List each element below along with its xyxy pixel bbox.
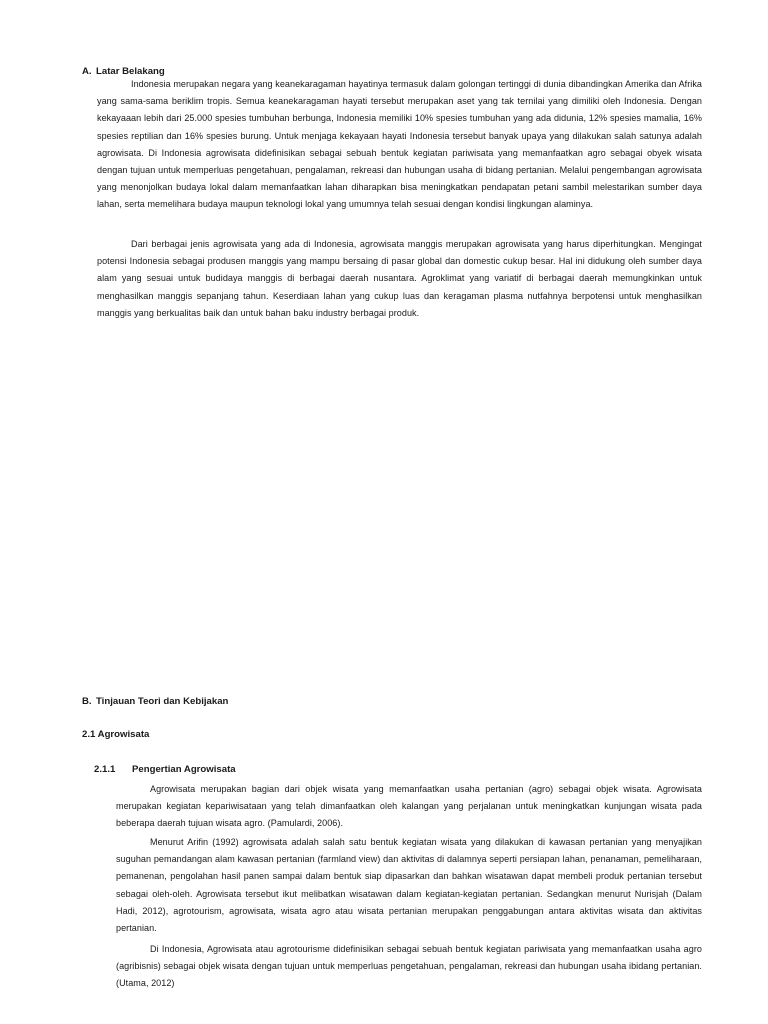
section-2-1-heading	[82, 729, 149, 741]
section-2-1-1-title: Pengertian Agrowisata	[132, 764, 236, 775]
section-a-paragraph-2: Dari berbagai jenis agrowisata yang ada di Indonesia, agrowisata manggis merupakan agrowisata yang harus diperhitungkan. Mengingat potensi Indonesia sebagai produsen manggis yang mampu bersaing di pasar global dan domestic cukup besar. Hal ini didukung oleh sumber daya alam yang sesuai untuk budidaya manggis di berbagai daerah nusantara. Agroklimat yang variatif di berbagai daerah memungkinkan untuk menghasilkan manggis sepanjang tahun. Keserdiaan lahan yang cukup luas dan keragaman plasma nutfahnya berpotensi untuk menghasilkan manggis yang berkualitas baik dan untuk bahan baku industry berbagai produk.	[97, 239, 702, 318]
section-2-1-1-paragraph-3: Di Indonesia, Agrowisata atau agrotourisme didefinisikan sebagai sebuah bentuk kegiatan pariwisata yang memanfaatkan usaha agro (agribisnis) sebagai objek wisata dengan tujuan untuk memperluas pengetahuan, pengalaman, rekreasi dan hubungan usaha ibidang pertanian. (Utama, 2012)	[116, 944, 702, 989]
section-2-1-1-heading	[94, 764, 236, 776]
section-2-1-1-number: 2.1.1	[94, 764, 116, 775]
section-a-paragraph-1: Indonesia merupakan negara yang keanekaragaman hayatinya termasuk dalam golongan tertinggi di dunia dibandingkan Amerika dan Afrika yang sama-sama beriklim tropis. Semua keanekaragaman hayati tersebut merupakan aset yang tak ternilai yang dimiliki oleh Indonesia. Dengan kekayaaan lebih dari 25.000 spesies tumbuhan berbunga, Indonesia memiliki 10% spesies tumbuhan yang ada didunia, 12% spesies mamalia, 16% spesies reptilian dan 16% spesies burung. Untuk menjaga kekayaan hayati Indonesia tersebut banyak upaya yang dilakukan salah satunya adalah agrowisata. Di Indonesia agrowisata didefinisikan sebagai sebuah bentuk kegiatan pariwisata yang memanfaatkan agro sebagai obyek wisata dengan tujuan untuk memperluas pengetahuan, pengalaman, rekreasi dan hubungan usaha di bidang pertanian. Melalui pengembangan agrowisata yang menonjolkan budaya lokal dalam memanfaatkan lahan diharapkan bisa meningkatkan pendapatan petani sambil melestarikan sumber daya lahan, serta memelihara budaya maupun teknologi lokal yang umumnya telah sesuai dengan kondisi lingkungan alaminya.	[97, 79, 702, 210]
section-a-title: Latar Belakang	[96, 66, 165, 77]
section-b-title: Tinjauan Teori dan Kebijakan	[96, 696, 229, 707]
section-b-heading	[82, 696, 228, 708]
section-b-letter: B.	[82, 696, 92, 707]
section-2-1-1-paragraph-1: Agrowisata merupakan bagian dari objek wisata yang memanfaatkan usaha pertanian (agro) sebagai objek wisata. Agrowisata merupakan kegiatan kepariwisataan yang telah dimanfaatkan oleh kalangan yang perjalanan untuk meningkatkan kunjungan wisata pada beberapa daerah tujuan wisata agro. (Pamulardi, 2006).	[116, 784, 702, 829]
section-a-letter: A.	[82, 66, 92, 77]
section-2-1-title: 2.1 Agrowisata	[82, 729, 150, 740]
section-2-1-1-paragraph-2: Menurut Arifin (1992) agrowisata adalah salah satu bentuk kegiatan wisata yang dilakukan di kawasan pertanian yang menyajikan suguhan pemandangan alam kawasan pertanian (farmland view) dan aktivitas di dalamnya seperti persiapan lahan, penanaman, pemeliharaan, pemanenan, pengolahan hasil panen sampai dalam bentuk siap dipasarkan dan bahkan wisatawan dapat membeli produk pertanian tersebut sebagai oleh-oleh. Agrowisata tersebut ikut melibatkan wisatawan dalam kegiatan-kegiatan pertanian. Sedangkan menurut Nurisjah (Dalam Hadi, 2012), agrotourism, agrowisata, wisata agro atau wisata pertanian merupakan penggabungan antara aktivitas wisata dan aktivitas pertanian.	[116, 837, 702, 934]
